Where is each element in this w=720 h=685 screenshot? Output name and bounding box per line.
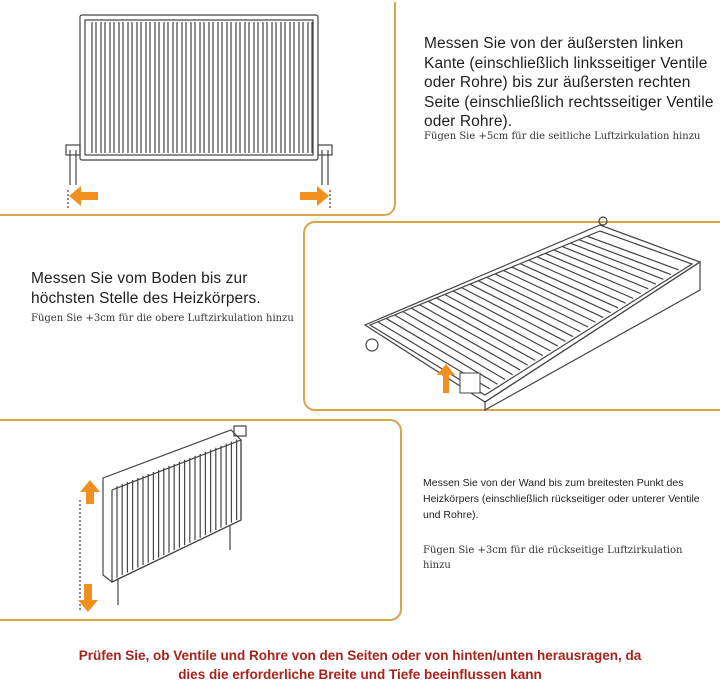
- arrow-up-icon: [437, 364, 455, 393]
- width-instruction: Messen Sie von der äußersten linken Kante (einschließlich linksseitiger Ventile oder Rohre) bis zur äußersten rechten Seite (einschließlich rechtsseitiger Ventile oder Rohre).: [424, 35, 714, 130]
- height-note: Fügen Sie +3cm für die obere Luftzirkulation hinzu: [31, 313, 294, 324]
- depth-note: Fügen Sie +3cm für die rückseitige Luftzirkulation hinzu: [423, 545, 683, 571]
- height-instruction: Messen Sie vom Boden bis zur höchsten Stelle des Heizkörpers.: [31, 270, 261, 307]
- footer-warning: [0, 646, 720, 684]
- arrow-down-icon: [78, 584, 98, 612]
- footer-line-2: dies die erforderliche Breite und Tiefe beeinflussen kann: [178, 667, 542, 682]
- arrow-up-icon: [80, 480, 100, 504]
- depth-instruction: Messen Sie von der Wand bis zum breitesten Punkt des Heizkörpers (einschließlich rückseitiger oder unterer Ventile und Rohre).: [423, 477, 700, 521]
- footer-line-1: Prüfen Sie, ob Ventile und Rohre von den Seiten oder von hinten/unten herausragen, da: [78, 648, 642, 663]
- width-note: Fügen Sie +5cm für die seitliche Luftzirkulation hinzu: [424, 131, 701, 142]
